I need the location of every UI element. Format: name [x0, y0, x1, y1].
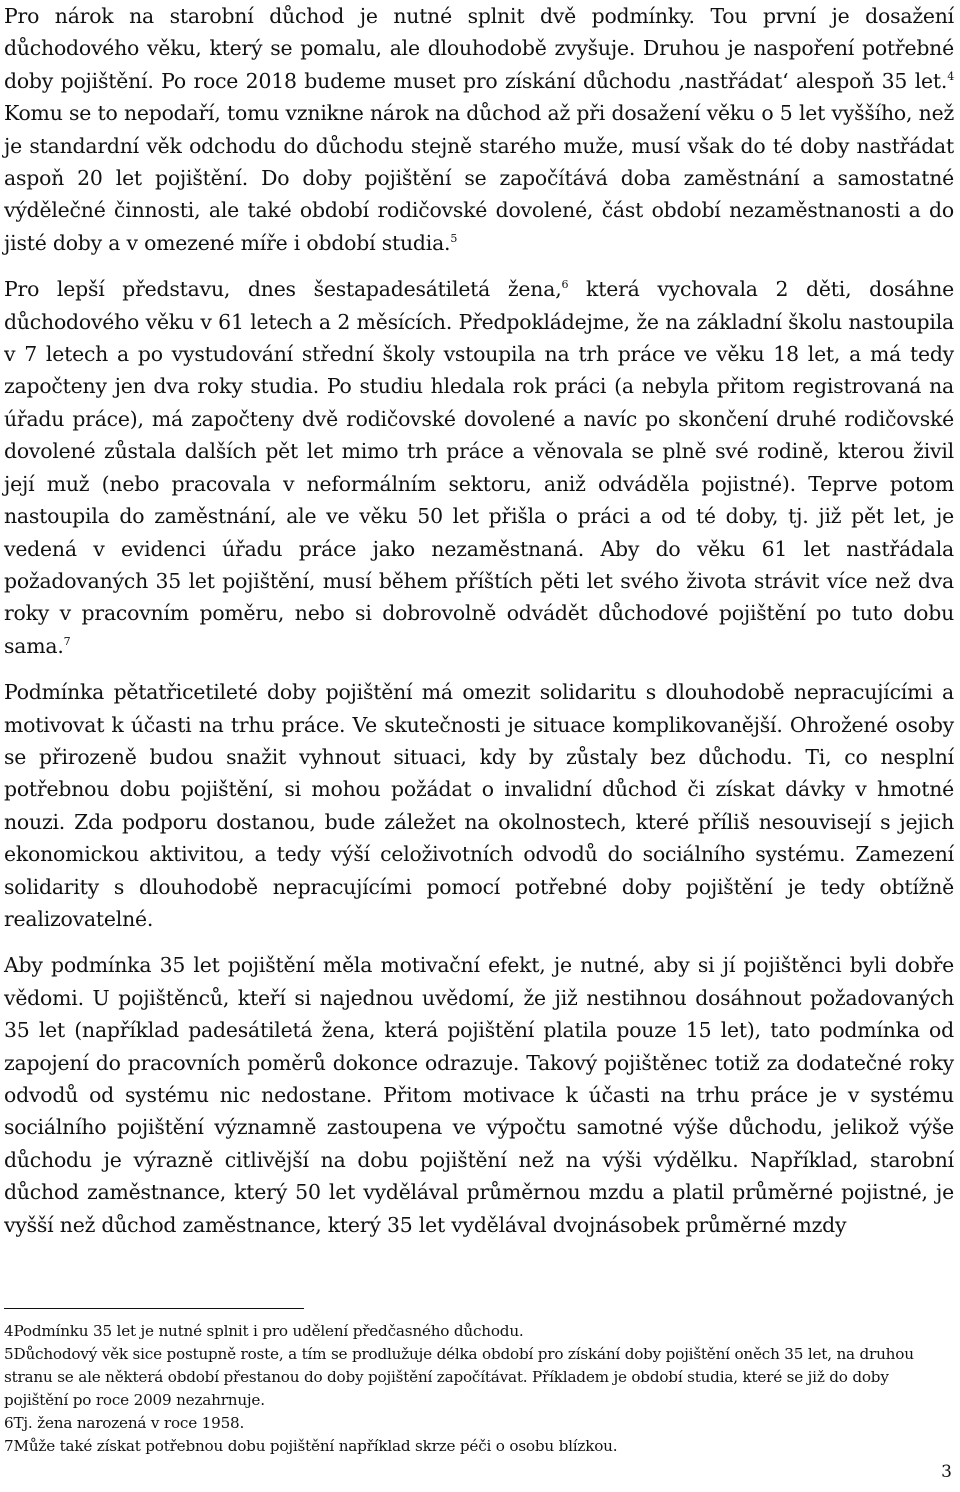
footnote-text: Může také získat potřebnou dobu pojištění například skrze péči o osobu blízkou. [13, 1437, 618, 1455]
paragraph-4 [4, 949, 954, 1241]
paragraph-1 [4, 0, 954, 259]
footnotes [4, 1320, 954, 1458]
footnote-4 [4, 1320, 954, 1343]
paragraph-2 [4, 273, 954, 662]
page-number: 3 [941, 1462, 952, 1482]
footnote-number: 7 [4, 1437, 14, 1455]
paragraph-text: Aby podmínka 35 let pojištění měla motivační efekt, je nutné, aby si jí pojištěnci byli dobře vědomi. U pojištěnců, kteří si najednou uvědomí, že již nestihnou dosáhnout požadovaných 35 let (například padesátiletá žena, která pojištění platila pouze 15 let), tato podmínka od zapojení do pracovních poměrů dokonce odrazuje. Takový pojištěnec totiž za dodatečné roky odvodů od systému nic nedostane. Přitom motivace k účasti na trhu práce je v systému sociálního pojištění významně zastoupena ve výpočtu samotné výše důchodu, jelikož výše důchodu je výrazně citlivější na dobu pojištění než na výši výdělku. Například, starobní důchod zaměstnance, který 50 let vydělával průměrnou mzdu a platil průměrné pojistné, je vyšší než důchod zaměstnance, který 35 let vydělával dvojnásobek průměrné mzdy [4, 953, 954, 1237]
paragraph-text: která vychovala 2 děti, dosáhne důchodového věku v 61 letech a 2 měsících. Předpokládejme, že na základní školu nastoupila v 7 letech a po vystudování střední školy vstoupila na trh práce ve věku 18 let, a má tedy započteny jen dva roky studia. Po studiu hledala rok práci (a nebyla přitom registrovaná na úřadu práce), má započteny dvě rodičovské dovolené a navíc po skončení druhé rodičovské dovolené zůstala dalších pět let mimo trh práce a věnovala se plně své rodině, kterou živil její muž (nebo pracovala v neformálním sektoru, aniž odváděla pojistné). Teprve potom nastoupila do zaměstnání, ale ve věku 50 let přišla o práci a od té doby, tj. již pět let, je vedená v evidenci úřadu práce jako nezaměstnaná. Aby do věku 61 let nastřádala požadovaných 35 let pojištění, musí během příštích pěti let svého života strávit více než dva roky v pracovním poměru, nebo si dobrovolně odvádět důchodové pojištění po tuto dobu sama. [4, 277, 954, 658]
footnote-separator [4, 1308, 304, 1309]
footnote-text: Tj. žena narozená v roce 1958. [13, 1414, 245, 1432]
footnote-number: 6 [4, 1414, 14, 1432]
footnote-6 [4, 1412, 954, 1435]
footnote-5 [4, 1343, 954, 1412]
footnote-ref: 6 [561, 278, 569, 292]
footnote-7 [4, 1435, 954, 1458]
paragraph-text: Pro nárok na starobní důchod je nutné splnit dvě podmínky. Tou první je dosažení důchodového věku, který se pomalu, ale dlouhodobě zvyšuje. Druhou je naspoření potřebné doby pojištění. Po roce 2018 budeme muset pro získání důchodu ‚nastřádat‘ alespoň 35 let. [4, 4, 954, 93]
footnote-ref: 5 [450, 231, 458, 245]
paragraph-text: Pro lepší představu, dnes šestapadesátiletá žena, [4, 277, 562, 302]
footnote-ref: 4 [947, 69, 954, 83]
document-body [4, 0, 954, 1241]
paragraph-3 [4, 676, 954, 935]
footnote-number: 4 [4, 1322, 14, 1340]
footnote-text: Důchodový věk sice postupně roste, a tím se prodlužuje délka období pro získání doby pojištění oněch 35 let, na druhou stranu se ale některá období přestanou do doby pojištění započítávat. Příkladem je období studia, které se již do doby pojištění po roce 2009 nezahrnuje. [4, 1345, 914, 1409]
footnote-ref: 7 [63, 634, 71, 648]
paragraph-text: Komu se to nepodaří, tomu vznikne nárok na důchod až při dosažení věku o 5 let vyššího, než je standardní věk odchodu do důchodu stejně starého muže, musí však do té doby nastřádat aspoň 20 let pojištění. Do doby pojištění se započítává doba zaměstnání a samostatné výdělečné činnosti, ale také období rodičovské dovolené, část období nezaměstnanosti a do jisté doby a v omezené míře i období studia. [4, 101, 954, 255]
footnote-number: 5 [4, 1345, 14, 1363]
footnote-text: Podmínku 35 let je nutné splnit i pro udělení předčasného důchodu. [13, 1322, 524, 1340]
paragraph-text: Podmínka pětatřicetileté doby pojištění má omezit solidaritu s dlouhodobě nepracujícími a motivovat k účasti na trhu práce. Ve skutečnosti je situace komplikovanější. Ohrožené osoby se přirozeně budou snažit vyhnout situaci, kdy by zůstaly bez důchodu. Ti, co nesplní potřebnou dobu pojištění, si mohou požádat o invalidní důchod či získat dávky v hmotné nouzi. Zda podporu dostanou, bude záležet na okolnostech, které příliš nesouvisejí s jejich ekonomickou aktivitou, a tedy výší celoživotních odvodů do sociálního systému. Zamezení solidarity s dlouhodobě nepracujícími pomocí potřebné doby pojištění je tedy obtížně realizovatelné. [4, 680, 954, 931]
